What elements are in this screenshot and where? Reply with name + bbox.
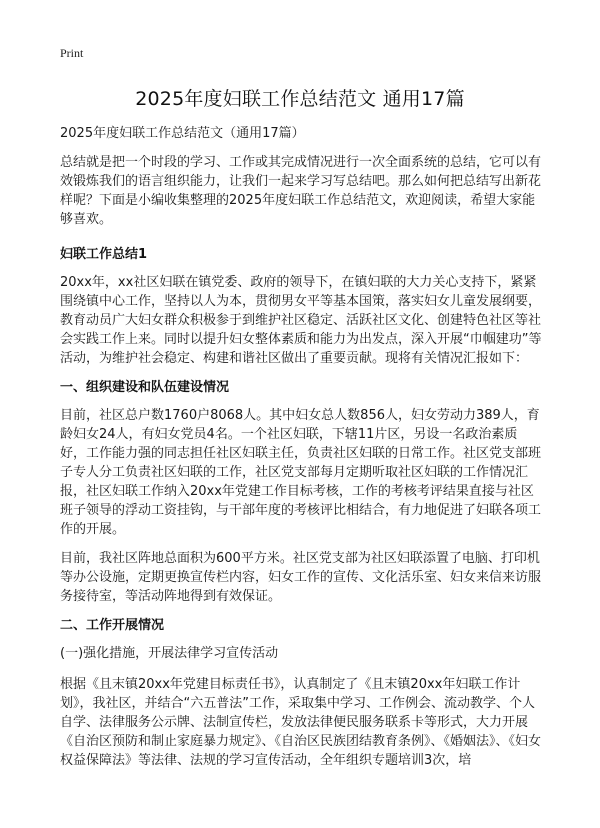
section-heading: 妇联工作总结1 [60, 247, 148, 262]
organization-paragraph-2: 目前，我社区阵地总面积为600平方米。社区党支部为社区妇联添置了电脑、打印机等办公设施，定期更换宣传栏内容，妇女工作的宣传、文化活乐室、妇女来信来访服务接待室，等活动阵地得到有效保证。 [60, 551, 542, 604]
document-subtitle: 2025年度妇联工作总结范文（通用17篇） [60, 126, 305, 141]
section-paragraph: 20xx年，xx社区妇联在镇党委、政府的领导下，在镇妇联的大力关心支持下，紧紧围绕镇中心工作，坚持以人为本，贯彻男女平等基本国策，落实妇女儿童发展纲要，教育动员广大妇女群众积极参于到维护社区稳定、活跃社区文化、创建特色社区等社会实践工作上来。同时以提升妇女整体素质和能力为出发点，深入开展“巾帼建功”等活动，为维护社会稳定、构建和谐社区做出了重要贡献。现将有关情况汇报如下： [60, 275, 542, 366]
document-body [60, 124, 542, 780]
organization-paragraph-1: 目前，社区总户数1760户8068人。其中妇女总人数856人，妇女劳动力389人，育龄妇女24人，有妇女党员4名。一个社区妇联，下辖11片区，另设一名政治素质好，工作能力强的同志担任社区妇联主任，负责社区妇联的日常工作。社区党支部班子专人分工负责社区妇联的工作，社区党支部每月定期听取社区妇联的工作情况汇报，社区妇联工作纳入20xx年党建工作目标考核，工作的考核考评结果直接与社区班子领导的浮动工资挂钩，与干部年度的考核评比相结合，有力地促进了妇联各项工作的开展。 [60, 408, 542, 537]
subsection-heading-organization: 一、组织建设和队伍建设情况 [60, 380, 230, 395]
intro-paragraph: 总结就是把一个时段的学习、工作或其完成情况进行一次全面系统的总结，它可以有效锻炼我们的语言组织能力，让我们一起来学习写总结吧。那么如何把总结写出新花样呢？下面是小编收集整理的2025年度妇联工作总结范文，欢迎阅读，希望大家能够喜欢。 [60, 155, 542, 227]
print-label: Print [60, 46, 84, 60]
subsection-heading-work: 二、工作开展情况 [60, 618, 165, 633]
work-paragraph-1: 根据《且末镇20xx年党建目标责任书》，认真制定了《且末镇20xx年妇联工作计划》，我社区，并结合“六五普法”工作，采取集中学习、工作例会、流动教学、个人自学、法律服务公示牌、法制宣传栏，发放法律便民服务联系卡等形式，大力开展《自治区预防和制止家庭暴力规定》、《自治区民族团结教育条例》、《婚姻法》、《妇女权益保障法》等法律、法规的学习宣传活动，全年组织专题培训3次，培 [60, 677, 542, 768]
page-title: 2025年度妇联工作总结范文 通用17篇 [135, 88, 465, 110]
work-subheading: (一)强化措施，开展法律学习宣传活动 [60, 646, 279, 661]
